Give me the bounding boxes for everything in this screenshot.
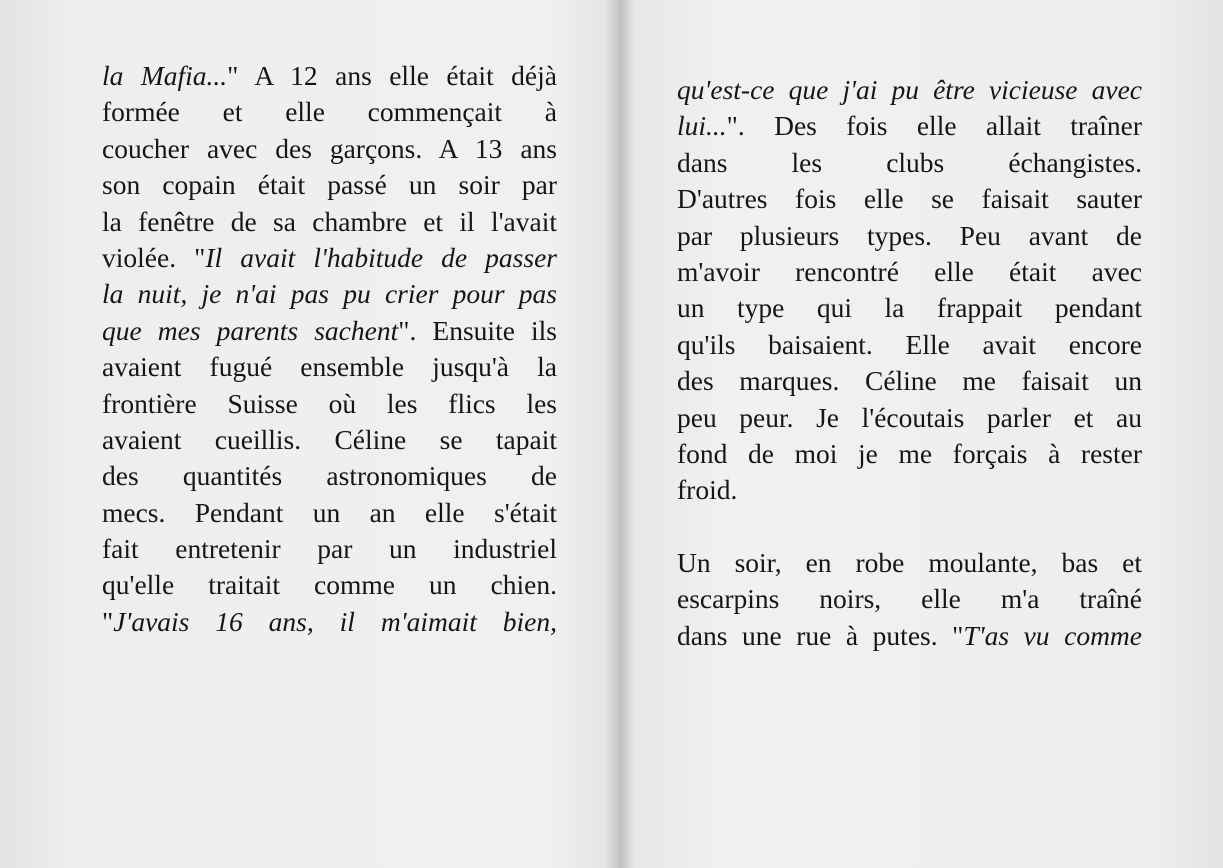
- text-segment: frontière Suisse où les flics les: [102, 387, 557, 419]
- text-segment: coucher avec des garçons. A 13 ans: [102, 132, 557, 164]
- text-line: [677, 363, 1142, 399]
- text-segment: violée. ": [102, 241, 206, 273]
- text-line: [677, 181, 1142, 217]
- text-segment: froid.: [677, 474, 738, 506]
- text-segment: par plusieurs types. Peu avant de: [677, 219, 1142, 251]
- text-segment: la fenêtre de sa chambre et il l'avait: [102, 205, 557, 237]
- text-line: [677, 509, 1142, 545]
- text-line: [677, 145, 1142, 181]
- right-page-text: [677, 72, 1142, 654]
- text-segment: D'autres fois elle se faisait sauter: [677, 183, 1142, 215]
- text-line: [102, 276, 557, 312]
- italic-text-segment: qu'est-ce que j'ai pu être vicieuse avec: [677, 74, 1142, 105]
- text-line: [102, 349, 557, 385]
- italic-text-segment: la Mafia...: [102, 60, 228, 91]
- text-line: [102, 567, 557, 603]
- text-line: [102, 94, 557, 130]
- text-segment: ". Ensuite ils: [398, 314, 557, 346]
- text-segment: fond de moi je me forçais à rester: [677, 437, 1142, 469]
- text-segment: avaient fugué ensemble jusqu'à la: [102, 351, 557, 383]
- text-line: [677, 327, 1142, 363]
- text-line: [677, 436, 1142, 472]
- left-page-text: [102, 58, 557, 640]
- text-line: [102, 495, 557, 531]
- text-line: [102, 531, 557, 567]
- text-line: [102, 167, 557, 203]
- text-line: [102, 458, 557, 494]
- text-line: [677, 618, 1142, 654]
- text-segment: escarpins noirs, elle m'a traîné: [677, 583, 1142, 615]
- text-segment: des marques. Céline me faisait un: [677, 365, 1142, 397]
- text-line: [102, 58, 557, 94]
- text-line: [677, 472, 1142, 508]
- text-line: [677, 400, 1142, 436]
- text-line: [102, 604, 557, 640]
- text-line: [677, 72, 1142, 108]
- text-line: [677, 290, 1142, 326]
- text-segment: des quantités astronomiques de: [102, 460, 557, 492]
- italic-text-segment: lui...: [677, 110, 727, 142]
- text-segment: fait entretenir par un industriel: [102, 533, 557, 565]
- italic-text-segment: que mes parents sachent: [102, 314, 399, 346]
- text-segment: qu'ils baisaient. Elle avait encore: [677, 328, 1142, 360]
- text-line: [102, 131, 557, 167]
- text-line: [102, 422, 557, 458]
- text-segment: m'avoir rencontré elle était avec: [677, 255, 1142, 287]
- italic-text-segment: la nuit, je n'ai pas pu crier pour pas: [102, 278, 557, 310]
- text-line: [677, 581, 1142, 617]
- text-segment: " A 12 ans elle était déjà: [227, 60, 557, 91]
- text-segment: son copain était passé un soir par: [102, 169, 557, 201]
- text-line: [102, 313, 557, 349]
- text-line: [677, 254, 1142, 290]
- text-line: [677, 545, 1142, 581]
- italic-text-segment: Il avait l'habitude de passer: [205, 241, 557, 273]
- text-segment: peu peur. Je l'écoutais parler et au: [677, 401, 1142, 433]
- text-segment: formée et elle commençait à: [102, 96, 557, 128]
- text-line: [102, 240, 557, 276]
- text-line: [677, 108, 1142, 144]
- text-segment: dans une rue à putes. ": [677, 619, 964, 651]
- text-segment: dans les clubs échangistes.: [677, 146, 1142, 178]
- italic-text-segment: T'as vu comme: [963, 619, 1142, 651]
- text-line: [102, 386, 557, 422]
- text-segment: mecs. Pendant un an elle s'était: [102, 496, 557, 528]
- text-segment: ". Des fois elle allait traîner: [726, 110, 1142, 142]
- text-line: [677, 218, 1142, 254]
- text-segment: qu'elle traitait comme un chien.: [102, 569, 557, 601]
- text-segment: Un soir, en robe moulante, bas et: [677, 547, 1142, 579]
- text-segment: ": [102, 605, 114, 637]
- text-line: [102, 204, 557, 240]
- text-segment: avaient cueillis. Céline se tapait: [102, 423, 557, 455]
- right-page: [612, 0, 1223, 868]
- italic-text-segment: J'avais 16 ans, il m'aimait bien,: [113, 605, 557, 637]
- text-segment: un type qui la frappait pendant: [677, 292, 1142, 324]
